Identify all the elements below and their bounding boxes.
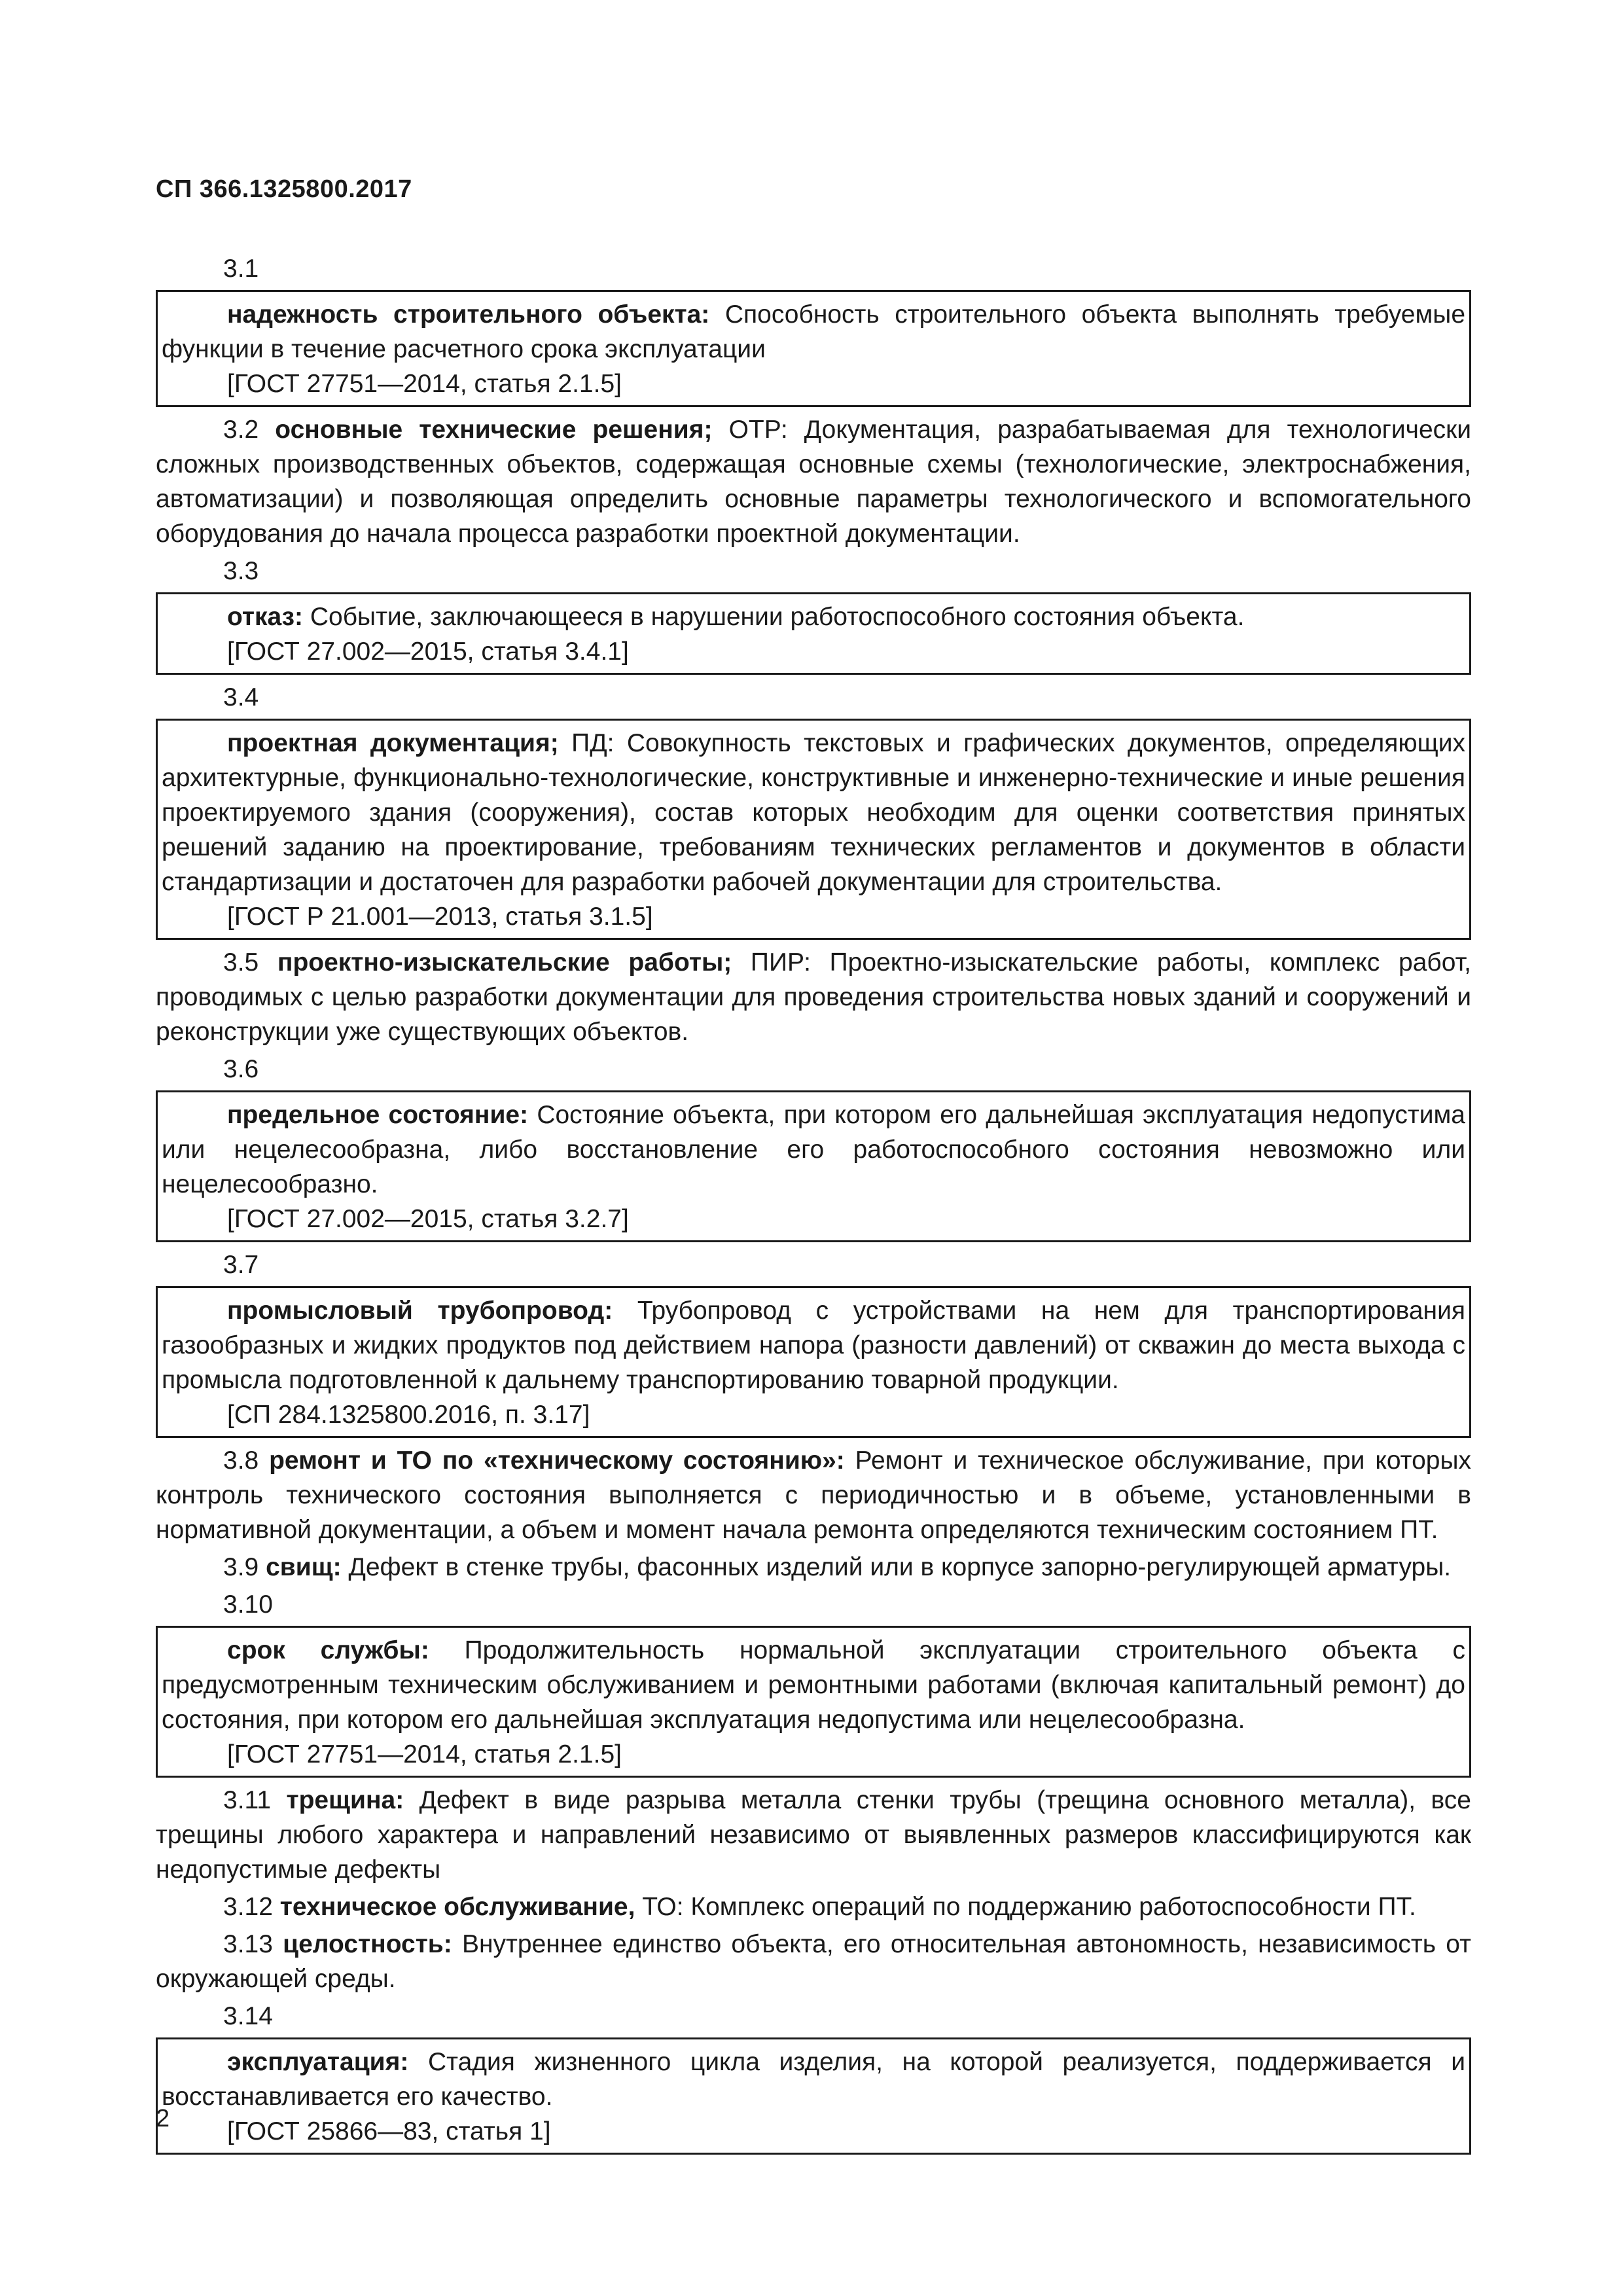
term-box bbox=[156, 719, 1471, 940]
term-text: Трубопровод с устройствами на нем для транспортирования газообразных и жидких продуктов под действием напора (разности давлений) от скважин до места выхода с промысла подготовленной к дальнему транспортированию товарной продукции. bbox=[162, 1297, 1465, 1394]
term-number: 3.7 bbox=[223, 1251, 259, 1279]
term-text: Дефект в виде разрыва металла стенки трубы (трещина основного металла), все трещины любого характера и направлений независимо от выявленных размеров классифицируются как недопустимые дефекты bbox=[156, 1786, 1471, 1884]
term-name: проектно-изыскательские работы; bbox=[277, 948, 732, 977]
term-definition bbox=[156, 1927, 1471, 1996]
term-number: 3.9 bbox=[223, 1553, 259, 1581]
term-name: предельное состояние: bbox=[227, 1101, 529, 1129]
term-definition bbox=[156, 1443, 1471, 1547]
term-name: надежность строительного объекта: bbox=[227, 300, 710, 329]
term-name: срок службы: bbox=[227, 1636, 429, 1664]
term-definition bbox=[156, 1890, 1471, 1924]
term-number: 3.8 bbox=[223, 1446, 259, 1475]
term-text: Ремонт и техническое обслуживание, при которых контроль технического состояния выполняется с периодичностью и в объеме, установленными в нормативной документации, а объем и момент начала ремонта определяются техническим состоянием ПТ. bbox=[156, 1446, 1471, 1544]
term-box bbox=[156, 1626, 1471, 1778]
term-source: [ГОСТ 27751—2014, статья 2.1.5] bbox=[227, 1740, 622, 1768]
term-definition bbox=[156, 945, 1471, 1049]
term-text: Способность строительного объекта выполнять требуемые функции в течение расчетного срока эксплуатации bbox=[162, 300, 1466, 363]
term-definition bbox=[162, 726, 1465, 899]
term-source: [ГОСТ 27.002—2015, статья 3.4.1] bbox=[227, 637, 629, 666]
term-definition bbox=[162, 2045, 1465, 2114]
term-text: ТО: Комплекс операций по поддержанию работоспособности ПТ. bbox=[635, 1893, 1416, 1921]
term-source: [ГОСТ 27751—2014, статья 2.1.5] bbox=[227, 370, 622, 398]
term-definition bbox=[162, 1633, 1465, 1737]
term-source: [ГОСТ 27.002—2015, статья 3.2.7] bbox=[227, 1205, 629, 1233]
term-box bbox=[156, 1090, 1471, 1242]
term-text: Дефект в стенке трубы, фасонных изделий или в корпусе запорно-регулирующей арматуры. bbox=[341, 1553, 1452, 1581]
term-box bbox=[156, 2037, 1471, 2155]
term-definition bbox=[156, 412, 1471, 551]
term-text: Стадия жизненного цикла изделия, на которой реализуется, поддерживается и восстанавливается его качество. bbox=[162, 2048, 1465, 2111]
term-definition bbox=[162, 1098, 1465, 1202]
term-name: отказ: bbox=[227, 603, 304, 631]
term-name: техническое обслуживание, bbox=[279, 1893, 635, 1921]
term-definition bbox=[162, 600, 1465, 634]
term-text: ПД: Совокупность текстовых и графических документов, определяющих архитектурные, функционально-технологические, конструктивные и инженерно-технические и иные решения проектируемого здания (сооружения), состав которых необходим для оценки соответствия принятых решений заданию на проектирование, требованиям технических регламентов и документов в области стандартизации и достаточен для разработки рабочей документации для строительства. bbox=[162, 729, 1466, 896]
term-text: ОТР: Документация, разрабатываемая для технологически сложных производственных объектов, содержащая основные схемы (технологические, электроснабжения, автоматизации) и позволяющая определить основные параметры технологического и вспомогательного оборудования до начала процесса разработки проектной документации. bbox=[156, 416, 1472, 548]
term-number: 3.6 bbox=[223, 1055, 259, 1083]
term-definition bbox=[162, 297, 1465, 367]
term-number: 3.12 bbox=[223, 1893, 273, 1921]
term-source: [ГОСТ Р 21.001—2013, статья 3.1.5] bbox=[227, 903, 653, 931]
term-definition bbox=[156, 1550, 1471, 1585]
term-box bbox=[156, 592, 1471, 675]
term-number: 3.4 bbox=[223, 683, 259, 711]
term-number: 3.3 bbox=[223, 557, 259, 585]
term-text: Событие, заключающееся в нарушении работоспособного состояния объекта. bbox=[303, 603, 1245, 631]
term-name: ремонт и ТО по «техническому состоянию»: bbox=[269, 1446, 845, 1475]
term-name: промысловый трубопровод: bbox=[227, 1297, 613, 1325]
term-number: 3.14 bbox=[223, 2002, 273, 2030]
term-name: трещина: bbox=[286, 1786, 404, 1814]
term-definition bbox=[156, 1783, 1471, 1887]
term-number: 3.5 bbox=[223, 948, 259, 977]
term-name: свищ: bbox=[266, 1553, 342, 1581]
term-name: основные технические решения; bbox=[275, 416, 713, 444]
term-number: 3.10 bbox=[223, 1590, 273, 1619]
term-number: 3.1 bbox=[223, 255, 259, 283]
document-code-header: СП 366.1325800.2017 bbox=[156, 175, 412, 203]
terms-section bbox=[156, 249, 1471, 2160]
term-text: ПИР: Проектно-изыскательские работы, комплекс работ, проводимых с целью разработки документации для проведения строительства новых зданий и сооружений и реконструкции уже существующих объектов. bbox=[156, 948, 1471, 1046]
term-name: целостность: bbox=[283, 1930, 452, 1958]
term-text: Продолжительность нормальной эксплуатации строительного объекта с предусмотренным техническим обслуживанием и ремонтными работами (включая капитальный ремонт) до состояния, при котором его дальнейшая эксплуатация недопустима или нецелесообразна. bbox=[162, 1636, 1465, 1734]
term-box bbox=[156, 290, 1471, 407]
term-name: эксплуатация: bbox=[227, 2048, 409, 2076]
term-text: Внутреннее единство объекта, его относительная автономность, независимость от окружающей среды. bbox=[156, 1930, 1471, 1993]
term-definition bbox=[162, 1293, 1465, 1397]
term-number: 3.13 bbox=[223, 1930, 273, 1958]
term-number: 3.11 bbox=[223, 1786, 272, 1814]
term-source: [ГОСТ 25866—83, статья 1] bbox=[227, 2117, 551, 2145]
page-number: 2 bbox=[156, 2105, 170, 2132]
term-number: 3.2 bbox=[223, 416, 259, 444]
term-name: проектная документация; bbox=[227, 729, 559, 757]
term-text: Состояние объекта, при котором его дальнейшая эксплуатация недопустима или нецелесообразна, либо восстановление его работоспособного состояния невозможно или нецелесообразно. bbox=[162, 1101, 1465, 1198]
term-box bbox=[156, 1286, 1471, 1438]
term-source: [СП 284.1325800.2016, п. 3.17] bbox=[227, 1401, 590, 1429]
